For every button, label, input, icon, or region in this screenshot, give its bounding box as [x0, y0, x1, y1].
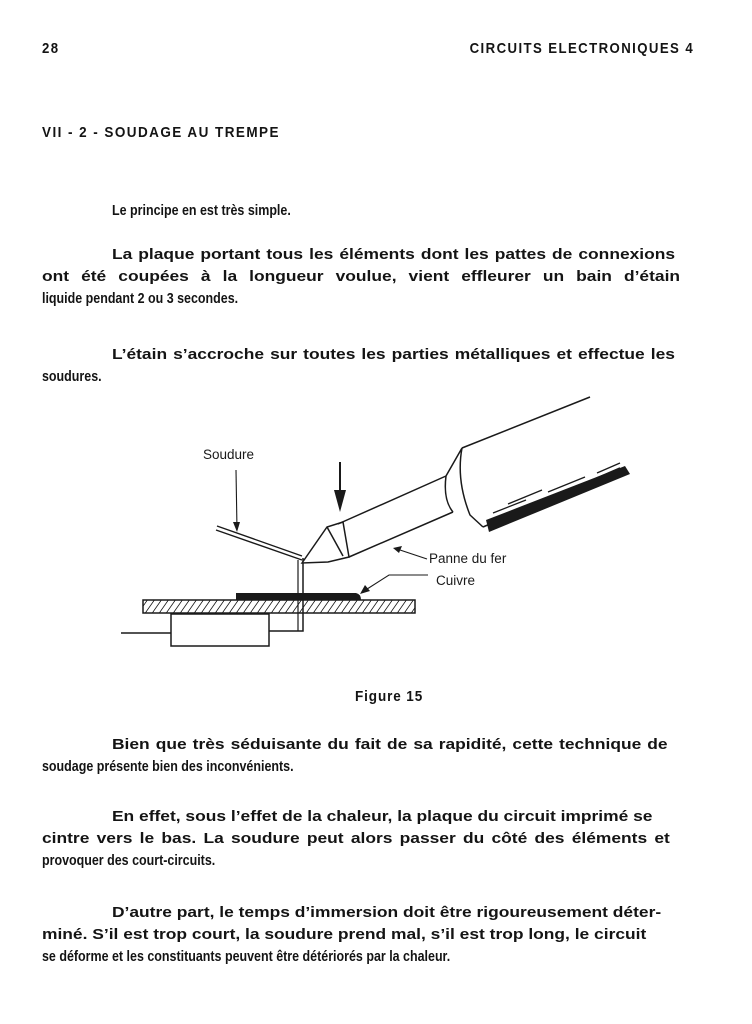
label-panne-du-fer: Panne du fer — [429, 551, 507, 566]
pcb-board — [143, 600, 415, 613]
down-arrow-icon — [334, 462, 346, 512]
paragraph-line: L’étain s’accroche sur toutes les parties métalliques et effectue les — [111, 347, 675, 363]
section-title: VII - 2 - SOUDAGE AU TREMPE — [42, 124, 280, 141]
paragraph-line: liquide pendant 2 ou 3 secondes. — [42, 291, 239, 307]
paragraph-line: provoquer des court-circuits. — [42, 853, 216, 869]
paragraph-line: La plaque portant tous les éléments dont les pattes de connexions — [111, 247, 676, 263]
paragraph-line: En effet, sous l’effet de la chaleur, la plaque du circuit imprimé se — [111, 809, 653, 825]
paragraph-intro — [42, 200, 686, 222]
solder-wire — [216, 526, 302, 560]
paragraph-line: Bien que très séduisante du fait de sa rapidité, cette technique de — [111, 737, 668, 753]
figure-15-soldering-diagram — [0, 380, 752, 680]
paragraph-line: cintre vers le bas. La soudure peut alors passer du côté des éléments et — [42, 831, 670, 847]
page-number: 28 — [42, 40, 60, 57]
paragraph-line: Le principe en est très simple. — [111, 203, 291, 219]
running-title: CIRCUITS ELECTRONIQUES 4 — [469, 40, 694, 57]
paragraph-plate-dipping — [42, 244, 686, 310]
label-soudure: Soudure — [203, 447, 255, 462]
paragraph-line: se déforme et les constituants peuvent être détériorés par la chaleur. — [42, 949, 451, 965]
paragraph-advantages — [42, 734, 686, 778]
paragraph-line: ont été coupées à la longueur voulue, vient effleurer un bain d’étain — [42, 269, 681, 285]
paragraph-line: soudures. — [42, 369, 102, 385]
paragraph-heat-effect — [42, 806, 686, 872]
soldering-iron — [302, 397, 630, 563]
paragraph-line: miné. S’il est trop court, la soudure prend mal, s’il est trop long, le circuit — [42, 927, 647, 943]
label-cuivre: Cuivre — [436, 573, 476, 588]
figure-caption: Figure 15 — [355, 688, 424, 705]
paragraph-immersion-time — [42, 902, 686, 968]
paragraph-line: soudage présente bien des inconvénients. — [42, 759, 294, 775]
paragraph-line: D’autre part, le temps d’immersion doit être rigoureusement déter- — [111, 905, 662, 921]
